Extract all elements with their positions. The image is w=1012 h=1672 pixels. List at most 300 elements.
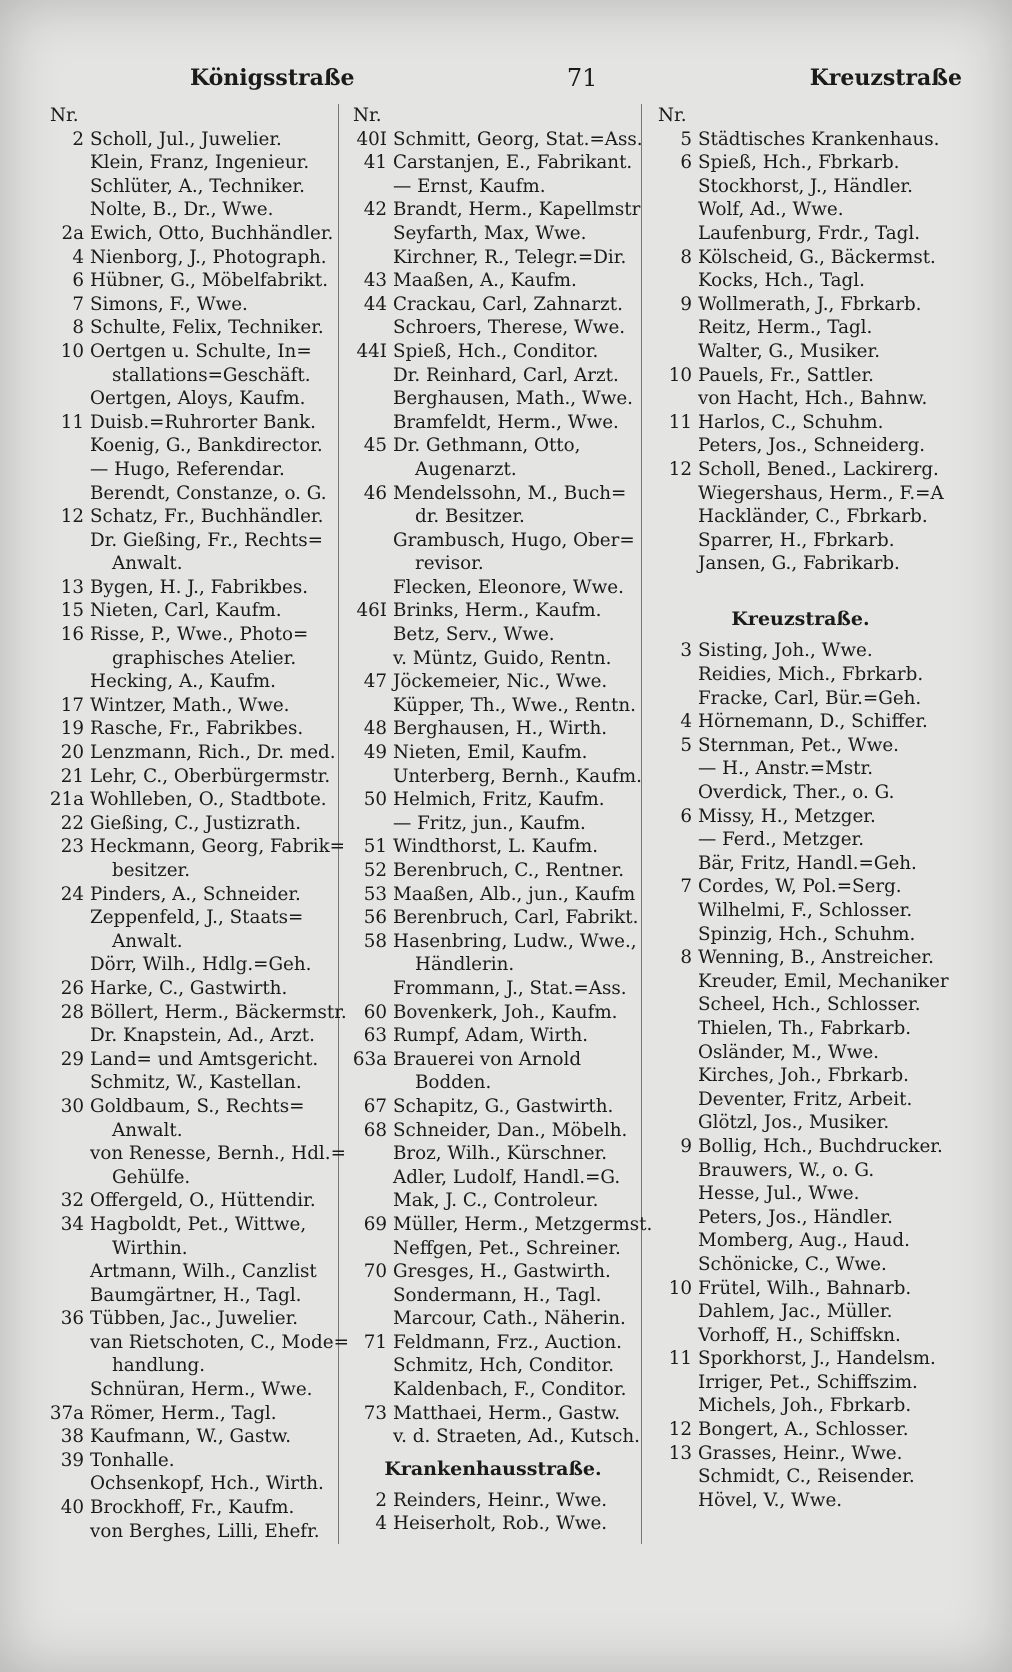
directory-entry: [343, 1142, 643, 1166]
entry-text: Pinders, A., Schneider.: [90, 883, 301, 905]
house-number: [343, 1354, 393, 1378]
entry-text: Dr. Reinhard, Carl, Arzt.: [393, 364, 619, 386]
directory-entry: [343, 694, 643, 718]
entry-text: Hövel, V., Wwe.: [698, 1489, 843, 1511]
entry-text: Reinders, Heinr., Wwe.: [393, 1489, 608, 1511]
house-number: [648, 1371, 698, 1395]
house-number: [648, 1229, 698, 1253]
directory-entry: [648, 1229, 953, 1253]
house-number: [648, 482, 698, 506]
entry-text: Risse, P., Wwe., Photo=: [90, 624, 309, 646]
house-number: [40, 1378, 90, 1402]
directory-entry: [40, 222, 340, 246]
entry-text: Dr. Gießing, Fr., Rechts=: [90, 529, 323, 551]
house-number: [343, 977, 393, 1001]
directory-entry: [648, 1277, 953, 1301]
directory-entry: [343, 175, 643, 199]
entry-text: Peters, Jos., Schneiderg.: [698, 435, 926, 457]
entry-text: besitzer.: [112, 860, 191, 881]
entry-text: Missy, H., Metzger.: [698, 805, 876, 827]
house-number: [648, 505, 698, 529]
entry-text: Hesse, Jul., Wwe.: [698, 1183, 860, 1205]
entry-text: Berenbruch, C., Rentner.: [393, 860, 625, 881]
entry-text: Peters, Jos., Händler.: [698, 1206, 893, 1228]
house-number: [343, 246, 393, 270]
house-number: [343, 458, 393, 482]
entry-text: Flecken, Eleonore, Wwe.: [393, 576, 624, 598]
section-title: Kreuzstraße.: [731, 608, 870, 631]
house-number: 40: [60, 1497, 84, 1519]
directory-entry: [40, 316, 340, 340]
house-number: [343, 694, 393, 718]
house-number: [40, 1354, 90, 1378]
directory-entry: [40, 1496, 340, 1520]
house-number: [648, 1394, 698, 1418]
entry-text: Harke, C., Gastwirth.: [90, 977, 288, 999]
house-number: [40, 1472, 90, 1496]
house-number: 10: [668, 1277, 692, 1299]
house-number: 53: [363, 883, 387, 905]
entry-text: Wirthin.: [112, 1237, 188, 1259]
directory-entry: [648, 899, 953, 923]
entry-text: Bodden.: [415, 1072, 492, 1094]
house-number: 44I: [356, 340, 387, 362]
house-number: [343, 1189, 393, 1213]
house-number: 37a: [49, 1402, 84, 1424]
house-number: [648, 316, 698, 340]
directory-entry: [40, 482, 340, 506]
directory-entry: [40, 883, 340, 907]
entry-text: Berghausen, Math., Wwe.: [393, 388, 633, 410]
house-number: [40, 1331, 90, 1355]
directory-entry: [648, 639, 953, 663]
entry-text: Pauels, Fr., Sattler.: [698, 364, 874, 386]
entry-text: — Hugo, Referendar.: [90, 458, 285, 480]
entry-text: Mendelssohn, M., Buch=: [393, 482, 627, 504]
directory-entry: [343, 717, 643, 741]
house-number: 5: [680, 128, 692, 150]
directory-entry: [40, 576, 340, 600]
directory-entry: [343, 222, 643, 246]
house-number: [648, 757, 698, 781]
directory-entry: [648, 757, 953, 781]
house-number: [343, 552, 393, 576]
entry-text: Dr. Knapstein, Ad., Arzt.: [90, 1025, 315, 1047]
house-number: [40, 1284, 90, 1308]
entry-text: Wintzer, Math., Wwe.: [90, 694, 290, 716]
house-number: 13: [60, 576, 84, 598]
entry-text: Nieten, Emil, Kaufm.: [393, 742, 588, 764]
house-number: 12: [668, 458, 692, 480]
entry-text: Helmich, Fritz, Kaufm.: [393, 789, 605, 811]
header-left-street: Königsstraße: [190, 65, 355, 91]
directory-entry: [343, 552, 643, 576]
house-number: 52: [363, 860, 387, 881]
entry-text: Böllert, Herm., Bäckermstr.: [90, 1001, 347, 1023]
house-number: [40, 552, 90, 576]
house-number: [40, 859, 90, 883]
house-number: [648, 970, 698, 994]
directory-entry: [648, 434, 953, 458]
house-number: 26: [60, 977, 84, 999]
entry-text: Kaufmann, W., Gastw.: [90, 1426, 292, 1448]
entry-text: Overdick, Ther., o. G.: [698, 782, 895, 804]
entry-text: Scholl, Bened., Lackirerg.: [698, 458, 939, 480]
entry-text: Rasche, Fr., Fabrikbes.: [90, 718, 304, 740]
directory-entry: [343, 1425, 643, 1449]
entry-text: Grasses, Heinr., Wwe.: [698, 1442, 903, 1464]
house-number: 12: [60, 506, 84, 528]
entry-text: Städtisches Krankenhaus.: [698, 128, 940, 150]
directory-entry: [40, 505, 340, 529]
entry-text: Küpper, Th., Wwe., Rentn.: [393, 694, 636, 716]
house-number: 11: [668, 1348, 692, 1370]
entry-text: Berenbruch, Carl, Fabrikt.: [393, 907, 639, 929]
directory-entry: [40, 434, 340, 458]
house-number: 67: [363, 1095, 387, 1117]
house-number: [343, 623, 393, 647]
entry-text: Dahlem, Jac., Müller.: [698, 1301, 893, 1323]
house-number: 60: [363, 1001, 387, 1023]
entry-text: Dr. Gethmann, Otto,: [393, 435, 581, 457]
house-number: 16: [60, 624, 84, 646]
entry-text: Schmitz, W., Kastellan.: [90, 1072, 302, 1094]
house-number: [648, 1017, 698, 1041]
house-number: 41: [363, 152, 387, 174]
directory-column-1: [40, 104, 349, 1543]
house-number: 36: [60, 1308, 84, 1330]
house-number: [40, 906, 90, 930]
directory-entry: [343, 741, 643, 765]
entry-text: Wollmerath, J., Fbrkarb.: [698, 293, 922, 315]
house-number: 40I: [356, 128, 387, 150]
entry-text: Spieß, Hch., Conditor.: [393, 340, 599, 362]
house-number: 20: [60, 742, 84, 764]
house-number: 29: [60, 1048, 84, 1070]
house-number: 32: [60, 1190, 84, 1212]
entry-text: Feldmann, Frz., Auction.: [393, 1331, 622, 1353]
house-number: 45: [363, 435, 387, 457]
directory-entry: [343, 1189, 643, 1213]
directory-entry: [648, 1418, 953, 1442]
house-number: [343, 1425, 393, 1449]
entry-text: Nienborg, J., Photograph.: [90, 246, 327, 268]
house-number: 24: [60, 883, 84, 905]
directory-entry: [40, 1142, 346, 1166]
entry-text: Hagboldt, Pet., Wittwe,: [90, 1213, 307, 1235]
entry-text: Zeppenfeld, J., Staats=: [90, 907, 304, 929]
house-number: [648, 828, 698, 852]
house-number: [40, 151, 90, 175]
house-number: 8: [72, 317, 84, 339]
directory-entry: [40, 1166, 340, 1190]
directory-entry: [648, 687, 953, 711]
entry-text: Scholl, Jul., Juwelier.: [90, 128, 282, 150]
entry-text: v. d. Straeten, Ad., Kutsch.: [393, 1426, 640, 1448]
directory-entry: [648, 175, 953, 199]
entry-text: Harlos, C., Schuhm.: [698, 411, 884, 433]
entry-text: Carstanjen, E., Fabrikant.: [393, 152, 633, 174]
house-number: 4: [375, 1513, 387, 1535]
house-number: [40, 1520, 90, 1544]
house-number: 15: [60, 600, 84, 622]
house-number: [343, 765, 393, 789]
entry-text: Berendt, Constanze, o. G.: [90, 482, 327, 504]
entry-text: Land= und Amtsgericht.: [90, 1048, 319, 1070]
entry-text: Händlerin.: [415, 954, 515, 976]
house-number: [40, 458, 90, 482]
entry-text: Klein, Franz, Ingenieur.: [90, 152, 310, 174]
house-number: 11: [60, 411, 84, 433]
nr-label: Nr.: [50, 105, 79, 126]
directory-entry: [40, 151, 340, 175]
directory-entry: [40, 340, 340, 364]
directory-entry: [648, 993, 953, 1017]
entry-text: Hasenbring, Ludw., Wwe.,: [393, 930, 637, 952]
entry-text: Bollig, Hch., Buchdrucker.: [698, 1135, 943, 1157]
directory-entry: [648, 923, 953, 947]
entry-text: Schapitz, G., Gastwirth.: [393, 1095, 614, 1117]
house-number: 9: [680, 1135, 692, 1157]
entry-text: Brandt, Herm., Kapellmstr: [393, 199, 641, 221]
house-number: [343, 1142, 393, 1166]
entry-text: Simons, F., Wwe.: [90, 293, 248, 315]
directory-entry: [648, 875, 953, 899]
directory-entry: [40, 1048, 340, 1072]
directory-entry: [40, 812, 340, 836]
directory-entry: [648, 293, 953, 317]
house-number: 50: [363, 789, 387, 811]
entry-text: Marcour, Cath., Näherin.: [393, 1308, 626, 1330]
house-number: [40, 1024, 90, 1048]
house-number: [40, 647, 90, 671]
entry-text: Hecking, A., Kaufm.: [90, 671, 276, 693]
directory-entry: [343, 128, 643, 152]
directory-entry: [343, 623, 643, 647]
entry-text: handlung.: [112, 1355, 206, 1377]
house-number: 6: [680, 805, 692, 827]
entry-text: Mak, J. C., Controleur.: [393, 1190, 599, 1212]
directory-entry: [648, 1017, 953, 1041]
house-number: [40, 482, 90, 506]
house-number: [648, 434, 698, 458]
directory-entry: [648, 946, 953, 970]
directory-entry: [343, 434, 643, 458]
house-number: 73: [363, 1402, 387, 1424]
directory-entry: [40, 1071, 340, 1095]
directory-entry: [40, 647, 340, 671]
entry-text: — Fritz, jun., Kaufm.: [393, 812, 586, 834]
directory-entry: [648, 458, 953, 482]
entry-text: Tübben, Jac., Juwelier.: [90, 1308, 299, 1330]
house-number: [343, 647, 393, 671]
entry-text: Koenig, G., Bankdirector.: [90, 435, 323, 457]
directory-entry: [648, 1371, 953, 1395]
directory-entry: [648, 1394, 953, 1418]
house-number: [648, 781, 698, 805]
directory-entry: [40, 1354, 340, 1378]
house-number: [648, 1064, 698, 1088]
house-number: [648, 1206, 698, 1230]
entry-text: Windthorst, L. Kaufm.: [393, 836, 599, 858]
directory-entry: [40, 1402, 340, 1426]
entry-text: Hübner, G., Möbelfabrikt.: [90, 270, 329, 292]
house-number: [648, 1300, 698, 1324]
directory-entry: [343, 883, 643, 907]
house-number: [40, 387, 90, 411]
house-number: [40, 198, 90, 222]
directory-entry: [648, 482, 953, 506]
page-header: [190, 58, 962, 98]
house-number: [343, 1166, 393, 1190]
house-number: [648, 1182, 698, 1206]
directory-entry: [648, 1111, 953, 1135]
directory-entry: [648, 1465, 953, 1489]
directory-entry: [40, 387, 340, 411]
directory-entry: [40, 1520, 340, 1544]
entry-text: Brockhoff, Fr., Kaufm.: [90, 1497, 295, 1519]
entry-text: Maaßen, A., Kaufm.: [393, 270, 577, 292]
house-number: [343, 1378, 393, 1402]
entry-text: Heckmann, Georg, Fabrik=: [90, 836, 345, 858]
house-number: 10: [668, 364, 692, 386]
directory-entry: [648, 1064, 953, 1088]
house-number: 21: [60, 765, 84, 787]
directory-entry: [343, 151, 643, 175]
directory-entry: [648, 1182, 953, 1206]
entry-text: Oertgen, Aloys, Kaufm.: [90, 388, 306, 410]
directory-entry: [648, 1088, 953, 1112]
directory-entry: [648, 222, 953, 246]
directory-entry: [343, 670, 643, 694]
entry-text: Kocks, Hch., Tagl.: [698, 270, 865, 292]
entry-text: Jöckemeier, Nic., Wwe.: [393, 671, 608, 693]
directory-entry: [40, 906, 340, 930]
entry-text: Schmitz, Hch, Conditor.: [393, 1355, 615, 1377]
directory-entry: [648, 128, 953, 152]
house-number: [648, 1159, 698, 1183]
directory-entry: [343, 765, 643, 789]
entry-text: Stockhorst, J., Händler.: [698, 175, 913, 197]
entry-text: Crackau, Carl, Zahnarzt.: [393, 293, 623, 315]
directory-entry: [343, 505, 643, 529]
entry-text: Nolte, B., Dr., Wwe.: [90, 199, 274, 221]
entry-text: Goldbaum, S., Rechts=: [90, 1095, 305, 1117]
house-number: 17: [60, 694, 84, 716]
house-number: 8: [680, 246, 692, 268]
house-number: [648, 1253, 698, 1277]
entry-text: Broz, Wilh., Kürschner.: [393, 1143, 608, 1165]
section-title: Krankenhausstraße.: [384, 1457, 602, 1480]
directory-entry: [40, 293, 340, 317]
house-number: [40, 1071, 90, 1095]
directory-entry: [648, 1324, 953, 1348]
entry-text: Duisb.=Ruhrorter Bank.: [90, 411, 316, 433]
directory-entry: [343, 1307, 643, 1331]
entry-text: Maaßen, Alb., jun., Kaufm: [393, 883, 636, 905]
house-number: [648, 222, 698, 246]
entry-text: Wilhelmi, F., Schlosser.: [698, 900, 913, 921]
house-number: 38: [60, 1426, 84, 1448]
house-number: 28: [60, 1001, 84, 1023]
house-number: 22: [60, 812, 84, 834]
house-number: 34: [60, 1213, 84, 1235]
directory-entry: [40, 1237, 340, 1261]
entry-text: Laufenburg, Frdr., Tagl.: [698, 222, 921, 244]
entry-text: Schroers, Therese, Wwe.: [393, 317, 626, 339]
entry-text: Spinzig, Hch., Schuhm.: [698, 923, 916, 945]
directory-entry: [40, 552, 340, 576]
entry-text: Jansen, G., Fabrikarb.: [698, 553, 900, 575]
directory-entry: [40, 1307, 340, 1331]
directory-entry: [40, 977, 340, 1001]
house-number: [343, 1237, 393, 1261]
house-number: [343, 505, 393, 529]
entry-text: Sporkhorst, J., Handelsm.: [698, 1348, 936, 1370]
house-number: [343, 222, 393, 246]
directory-entry: [40, 246, 340, 270]
entry-text: Schlüter, A., Techniker.: [90, 175, 305, 197]
house-number: [343, 576, 393, 600]
entry-text: Gehülfe.: [112, 1166, 191, 1188]
house-number: 7: [72, 293, 84, 315]
house-number: [648, 687, 698, 711]
directory-entry: [343, 1354, 643, 1378]
directory-entry: [648, 1300, 953, 1324]
directory-entry: [40, 411, 340, 435]
entry-text: — Ernst, Kaufm.: [393, 175, 546, 197]
directory-entry: [40, 859, 340, 883]
directory-entry: [40, 458, 340, 482]
entry-text: Wiegershaus, Herm., F.=A: [698, 482, 944, 504]
directory-entry: [648, 1442, 953, 1466]
entry-text: Schönicke, C., Wwe.: [698, 1253, 887, 1275]
directory-entry: [40, 670, 340, 694]
entry-text: Vorhoff, H., Schiffskn.: [698, 1324, 901, 1346]
directory-entry: [648, 828, 953, 852]
header-right-street: Kreuzstraße: [809, 65, 962, 91]
house-number: [40, 953, 90, 977]
entry-text: Oertgen u. Schulte, In=: [90, 340, 312, 362]
house-number: 47: [363, 671, 387, 693]
entry-text: Schulte, Felix, Techniker.: [90, 317, 324, 339]
house-number: [648, 529, 698, 553]
house-number: 2a: [61, 222, 84, 244]
entry-text: Schneider, Dan., Möbelh.: [393, 1119, 628, 1141]
entry-text: Ewich, Otto, Buchhändler.: [90, 222, 334, 244]
directory-entry: [40, 1331, 349, 1355]
entry-text: Hackländer, C., Fbrkarb.: [698, 506, 928, 528]
directory-entry: [40, 717, 340, 741]
entry-text: van Rietschoten, C., Mode=: [90, 1331, 349, 1353]
house-number: 58: [363, 930, 387, 952]
directory-entry: [343, 411, 643, 435]
directory-entry: [648, 805, 953, 829]
house-number: 6: [680, 152, 692, 174]
entry-text: Thielen, Th., Fabrkarb.: [698, 1017, 912, 1039]
directory-entry: [343, 1284, 643, 1308]
entry-text: Wolf, Ad., Wwe.: [698, 199, 844, 221]
directory-entry: [40, 1378, 340, 1402]
directory-entry: [343, 812, 643, 836]
directory-entry: [343, 198, 643, 222]
house-number: 4: [680, 711, 692, 733]
entry-text: Brinks, Herm., Kaufm.: [393, 600, 602, 622]
entry-text: stallations=Geschäft.: [112, 364, 311, 386]
nr-label: Nr.: [658, 105, 687, 126]
house-number: 68: [363, 1119, 387, 1141]
directory-entry: [343, 1489, 643, 1513]
